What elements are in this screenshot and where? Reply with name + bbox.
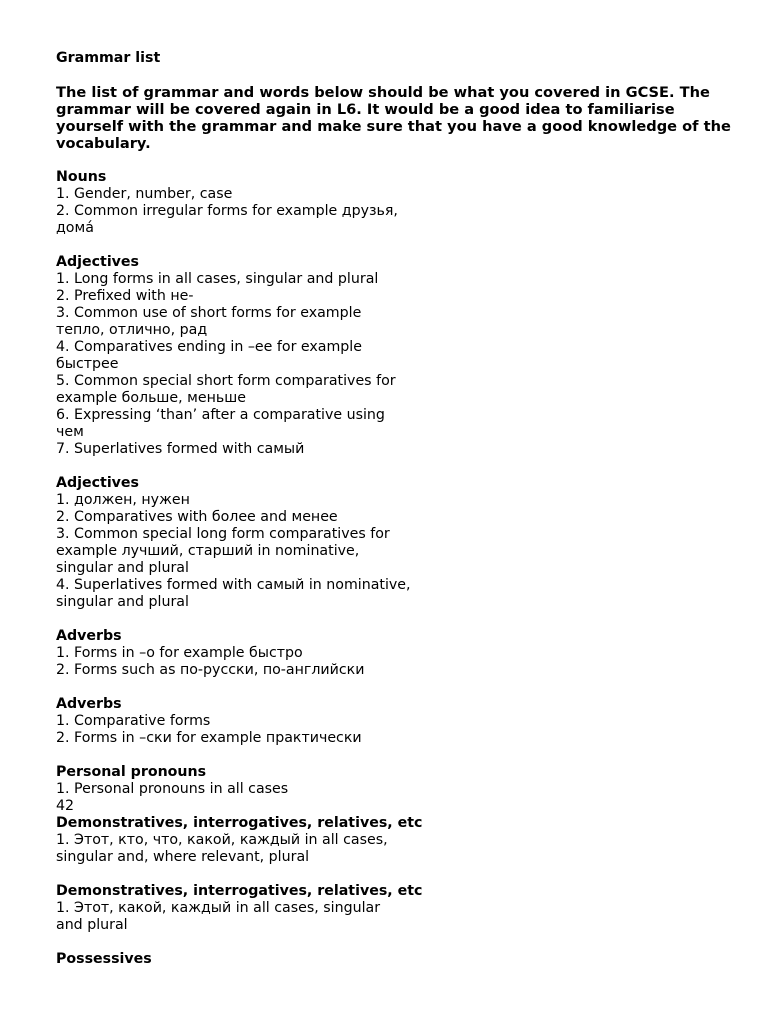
document-page <box>56 50 746 985</box>
list-item: 2. Comparatives with более and менее <box>56 509 338 525</box>
section-demonstratives-1 <box>56 815 746 866</box>
section-heading: Nouns <box>56 169 107 185</box>
section-adverbs-1 <box>56 628 746 679</box>
list-item: 1. Forms in –о for example быстро <box>56 645 303 661</box>
list-item: 1. Этот, кто, что, какой, каждый in all cases, singular and, where relevant, plural <box>56 832 388 865</box>
section-adjectives-2 <box>56 475 746 611</box>
list-item: 1. Gender, number, case <box>56 186 233 202</box>
list-item: 2. Common irregular forms for example друзья, дома́ <box>56 203 398 236</box>
section-possessives <box>56 951 746 968</box>
list-item: 1. Этот, какой, каждый in all cases, singular and plural <box>56 900 381 933</box>
section-heading: Adverbs <box>56 628 122 644</box>
list-item: 1. Personal pronouns in all cases <box>56 781 289 797</box>
list-item: 2. Prefixed with не- <box>56 288 194 304</box>
section-adverbs-2 <box>56 696 746 747</box>
section-heading: Possessives <box>56 951 152 967</box>
list-item: 3. Common use of short forms for example тепло, отлично, рад <box>56 305 362 338</box>
section-heading: Personal pronouns <box>56 764 207 780</box>
section-personal-pronouns <box>56 764 746 815</box>
section-heading: Demonstratives, interrogatives, relatives, etc <box>56 815 423 831</box>
list-item: 4. Comparatives ending in –ее for example быстрее <box>56 339 362 372</box>
list-item: 1. Comparative forms <box>56 713 211 729</box>
section-heading: Adjectives <box>56 254 139 270</box>
list-item: 3. Common special long form comparatives for example лучший, старший in nominative, singular and plural <box>56 526 390 576</box>
list-item: 1. должен, нужен <box>56 492 190 508</box>
list-item: 2. Forms such as по-русски, по-английски <box>56 662 365 678</box>
section-heading: Demonstratives, interrogatives, relatives, etc <box>56 883 423 899</box>
section-adjectives-1 <box>56 254 746 458</box>
intro-paragraph: The list of grammar and words below should be what you covered in GCSE. The grammar will be covered again in L6. It would be a good idea to familiarise yourself with the grammar and make sure that you have a good knowledge of the vocabulary. <box>56 84 731 152</box>
list-item: 1. Long forms in all cases, singular and plural <box>56 271 379 287</box>
section-demonstratives-2 <box>56 883 746 934</box>
list-item: 4. Superlatives formed with самый in nominative, singular and plural <box>56 577 411 610</box>
list-item: 7. Superlatives formed with самый <box>56 441 305 457</box>
document-title: Grammar list <box>56 50 161 66</box>
list-item: 5. Common special short form comparatives for example больше, меньше <box>56 373 396 406</box>
list-item: 6. Expressing ‘than’ after a comparative using чем <box>56 407 385 440</box>
section-nouns <box>56 169 746 237</box>
page-number: 42 <box>56 798 75 814</box>
section-heading: Adverbs <box>56 696 122 712</box>
list-item: 2. Forms in –ски for example практически <box>56 730 362 746</box>
section-heading: Adjectives <box>56 475 139 491</box>
